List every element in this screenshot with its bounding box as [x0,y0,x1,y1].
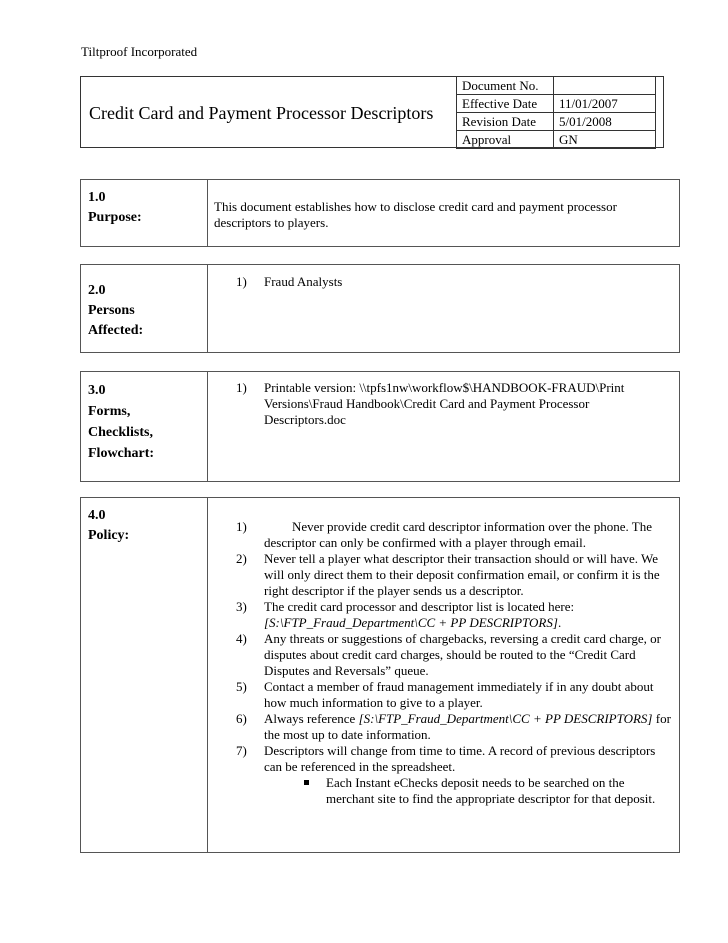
meta-row [457,131,656,149]
file-path: [S:\FTP_Fraud_Department\CC + PP DESCRIPTORS] [264,615,558,630]
meta-key: Revision Date [457,113,554,131]
purpose-text: This document establishes how to disclose credit card and payment processor descriptors to players. [214,199,617,230]
list-item [214,631,674,679]
file-path: [S:\FTP_Fraud_Department\CC + PP DESCRIPTORS] [358,711,653,726]
list-item-text: Descriptors will change from time to time. A record of previous descriptors can be referenced in the spreadsheet. [264,743,656,774]
meta-value: 11/01/2007 [554,95,656,113]
list-item [214,551,674,599]
bullet-item [304,775,674,807]
list-number: 4) [236,631,247,646]
section-label [88,281,143,341]
section-number: 2.0 [88,283,106,298]
list-item-text-part: . [557,615,562,630]
list-item-text: Never provide credit card descriptor information over the phone. The descriptor can only be confirmed with a player through email. [264,519,653,550]
square-bullet-icon [304,780,309,785]
numbered-list [214,274,674,290]
meta-value [554,77,656,95]
persons-list [214,274,674,290]
list-item-text: Contact a member of fraud management immediately if in any doubt about how much information to give to a player. [264,679,654,710]
section-divider [207,180,208,246]
forms-list [214,380,674,428]
section-title: Persons [88,303,135,318]
meta-row [457,113,656,131]
numbered-list [214,380,674,428]
list-item-text: Fraud Analysts [264,274,343,289]
meta-row [457,95,656,113]
section-purpose [80,179,680,247]
section-title: Purpose: [88,210,142,225]
meta-key: Approval [457,131,554,149]
list-item [214,743,674,807]
section-divider [207,372,208,481]
section-label [88,506,129,546]
section-label [88,380,154,464]
meta-key: Effective Date [457,95,554,113]
list-item-text [264,711,674,743]
list-item [214,519,674,551]
list-item-text-part: Always reference [264,711,359,726]
list-item-text-part: for the most up to date information. [264,711,671,742]
section-number: 1.0 [88,190,106,205]
list-number: 5) [236,679,247,694]
company-name: Tiltproof Incorporated [81,44,198,59]
list-item-text-part: The credit card processor and descriptor list is located here: [264,599,575,614]
bullet-item-text: Each Instant eChecks deposit needs to be searched on the merchant site to find the appropriate descriptor for that deposit. [326,775,656,806]
section-number: 4.0 [88,508,106,523]
policy-list [214,519,674,807]
meta-row [457,77,656,95]
section-forms [80,371,680,482]
section-persons-affected [80,264,680,353]
section-number: 3.0 [88,383,106,398]
section-policy [80,497,680,853]
list-item-text: Printable version: \\tpfs1nw\workflow$\HANDBOOK-FRAUD\Print Versions\Fraud Handbook\Credit Card and Payment Processor Descriptors.doc [264,380,625,427]
list-item-text: Any threats or suggestions of chargebacks, reversing a credit card charge, or disputes about credit card charges, should be routed to the “Credit Card Disputes and Reversals” queue. [264,631,661,678]
list-number: 1) [236,380,247,395]
list-item-text [264,599,674,631]
document-title: Credit Card and Payment Processor Descriptors [89,103,434,123]
section-title: Checklists, [88,425,153,440]
document-meta-table [456,76,656,149]
list-item [214,599,674,631]
list-number: 7) [236,743,247,758]
list-number: 1) [236,274,247,289]
section-title: Policy: [88,528,130,543]
list-number: 2) [236,551,247,566]
list-number: 6) [236,711,247,726]
meta-value: 5/01/2008 [554,113,656,131]
section-title: Forms, [88,404,131,419]
section-title: Flowchart: [88,446,155,461]
list-number: 1) [236,519,247,534]
section-label [88,188,142,228]
section-divider [207,265,208,352]
numbered-list [214,519,674,807]
document-header [80,76,664,148]
meta-value: GN [554,131,656,149]
list-number: 3) [236,599,247,614]
list-item [214,274,674,290]
section-divider [207,498,208,852]
meta-key: Document No. [457,77,554,95]
bullet-list [264,775,674,807]
list-item [214,711,674,743]
list-item [214,679,674,711]
list-item-text: Never tell a player what descriptor their transaction should or will have. We will only direct them to their deposit confirmation email, or confirm it is the right descriptor if the player sends us a descriptor. [264,551,660,598]
list-item [214,380,674,428]
section-title: Affected: [88,323,144,338]
